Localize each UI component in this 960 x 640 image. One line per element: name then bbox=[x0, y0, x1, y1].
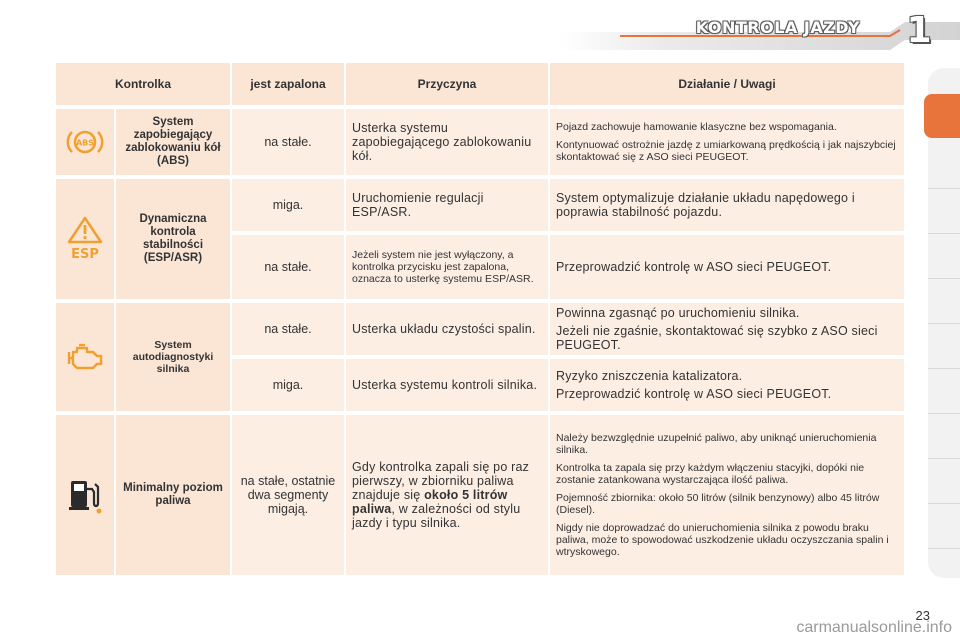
group-name: Minimalny poziom paliwa bbox=[116, 415, 232, 575]
column-header-state: jest zapalona bbox=[232, 63, 346, 105]
table-group-engine bbox=[56, 303, 904, 411]
row-state: miga. bbox=[232, 359, 346, 411]
svg-text:ESP: ESP bbox=[71, 247, 99, 262]
cause-text bbox=[352, 460, 542, 530]
table-row bbox=[232, 179, 904, 231]
table-header bbox=[56, 63, 904, 105]
page-number: 23 bbox=[915, 608, 930, 623]
row-state: na stałe. bbox=[232, 235, 346, 299]
group-name: System zapobiegający zablokowaniu kół (ABS) bbox=[116, 109, 232, 175]
group-name: System autodiagnostyki silnika bbox=[116, 303, 232, 411]
row-cause: Usterka systemu kontroli silnika. bbox=[346, 359, 550, 411]
action-text: Pojazd zachowuje hamowanie klasyczne bez wspomagania. bbox=[556, 121, 837, 133]
row-state: na stałe. bbox=[232, 303, 346, 355]
chapter-tab[interactable] bbox=[928, 459, 960, 504]
chapter-tab[interactable] bbox=[928, 369, 960, 414]
row-actions bbox=[550, 235, 904, 299]
action-text: Kontynuować ostrożnie jazdę z umiarkowaną prędkością i jak najszybciej skontaktować się z ASO sieci PEUGEOT. bbox=[556, 139, 896, 163]
table-row bbox=[232, 415, 904, 575]
chapter-tab[interactable] bbox=[928, 504, 960, 549]
chapter-tab[interactable] bbox=[928, 234, 960, 279]
row-cause: Uruchomienie regulacji ESP/ASR. bbox=[346, 179, 550, 231]
chapter-tabs bbox=[928, 68, 960, 578]
chapter-tab[interactable] bbox=[928, 414, 960, 459]
engine-check-icon bbox=[56, 303, 116, 411]
column-header-action: Działanie / Uwagi bbox=[678, 77, 776, 91]
table-row bbox=[232, 355, 904, 411]
row-actions bbox=[550, 109, 904, 175]
row-state: na stałe, ostatnie dwa segmenty migają. bbox=[232, 415, 346, 575]
chapter-tab[interactable] bbox=[928, 144, 960, 189]
svg-text:ABS: ABS bbox=[75, 138, 95, 148]
row-cause: Usterka układu czystości spalin. bbox=[346, 303, 550, 355]
chapter-tab[interactable] bbox=[928, 324, 960, 369]
page-title: KONTROLA JAZDY bbox=[695, 18, 860, 37]
group-name: Dynamiczna kontrola stabilności (ESP/ASR) bbox=[116, 179, 232, 299]
row-state: na stałe. bbox=[232, 109, 346, 175]
esp-warning-icon bbox=[56, 179, 116, 299]
action-text: Jeżeli nie zgaśnie, skontaktować się szybko z ASO sieci PEUGEOT. bbox=[556, 324, 878, 352]
action-text: System optymalizuje działanie układu napędowego i poprawia stabilność pojazdu. bbox=[556, 191, 855, 219]
column-header-kontrolka: Kontrolka bbox=[56, 63, 232, 105]
warning-lights-table bbox=[56, 63, 904, 579]
table-group-abs bbox=[56, 109, 904, 175]
cause-part: , w zależności od stylu jazdy i typu silnika. bbox=[352, 502, 521, 530]
row-actions bbox=[550, 179, 904, 231]
row-cause bbox=[346, 415, 550, 575]
cause-part: Gdy kontrolka zapali się po raz pierwszy, w zbiorniku paliwa znajduje się bbox=[352, 460, 530, 502]
column-header-cause: Przyczyna bbox=[346, 63, 550, 105]
row-actions bbox=[550, 303, 904, 355]
cause-emphasis: około 5 litrów paliwa bbox=[352, 488, 508, 516]
table-group-esp bbox=[56, 179, 904, 299]
abs-warning-icon bbox=[56, 109, 116, 175]
action-text: Ryzyko zniszczenia katalizatora. bbox=[556, 369, 743, 383]
row-cause: Usterka systemu zapobiegającego zablokowaniu kół. bbox=[346, 109, 550, 175]
chapter-tab[interactable] bbox=[928, 189, 960, 234]
action-text: Należy bezwzględnie uzupełnić paliwo, aby uniknąć unieruchomienia silnika. bbox=[556, 432, 877, 456]
action-text: Przeprowadzić kontrolę w ASO sieci PEUGEOT. bbox=[556, 387, 832, 401]
row-actions bbox=[550, 415, 904, 575]
action-text: Nigdy nie doprowadzać do unieruchomienia silnika z powodu braku paliwa, może to spowodować uszkodzenie układu oczyszczania spalin i wtryskowego. bbox=[556, 522, 889, 558]
action-text: Pojemność zbiornika: około 50 litrów (silnik benzynowy) albo 45 litrów (Diesel). bbox=[556, 492, 880, 516]
action-text: Przeprowadzić kontrolę w ASO sieci PEUGEOT. bbox=[556, 260, 832, 274]
table-group-fuel bbox=[56, 415, 904, 575]
row-cause: Jeżeli system nie jest wyłączony, a kontrolka przycisku jest zapalona, oznacza to usterkę systemu ESP/ASR. bbox=[346, 235, 550, 299]
table-row bbox=[232, 231, 904, 299]
table-row bbox=[232, 303, 904, 355]
chapter-tab[interactable] bbox=[928, 279, 960, 324]
table-row bbox=[232, 109, 904, 175]
chapter-number: 1 bbox=[906, 10, 932, 51]
row-state: miga. bbox=[232, 179, 346, 231]
watermark[interactable]: carmanualsonline.info bbox=[796, 619, 952, 636]
row-actions bbox=[550, 359, 904, 411]
fuel-pump-icon bbox=[56, 415, 116, 575]
action-text: Powinna zgasnąć po uruchomieniu silnika. bbox=[556, 306, 800, 320]
action-text: Kontrolka ta zapala się przy każdym włączeniu stacyjki, dopóki nie zostanie zatankowana wystarczająca ilość paliwa. bbox=[556, 462, 865, 486]
chapter-tab-active[interactable] bbox=[924, 94, 960, 138]
